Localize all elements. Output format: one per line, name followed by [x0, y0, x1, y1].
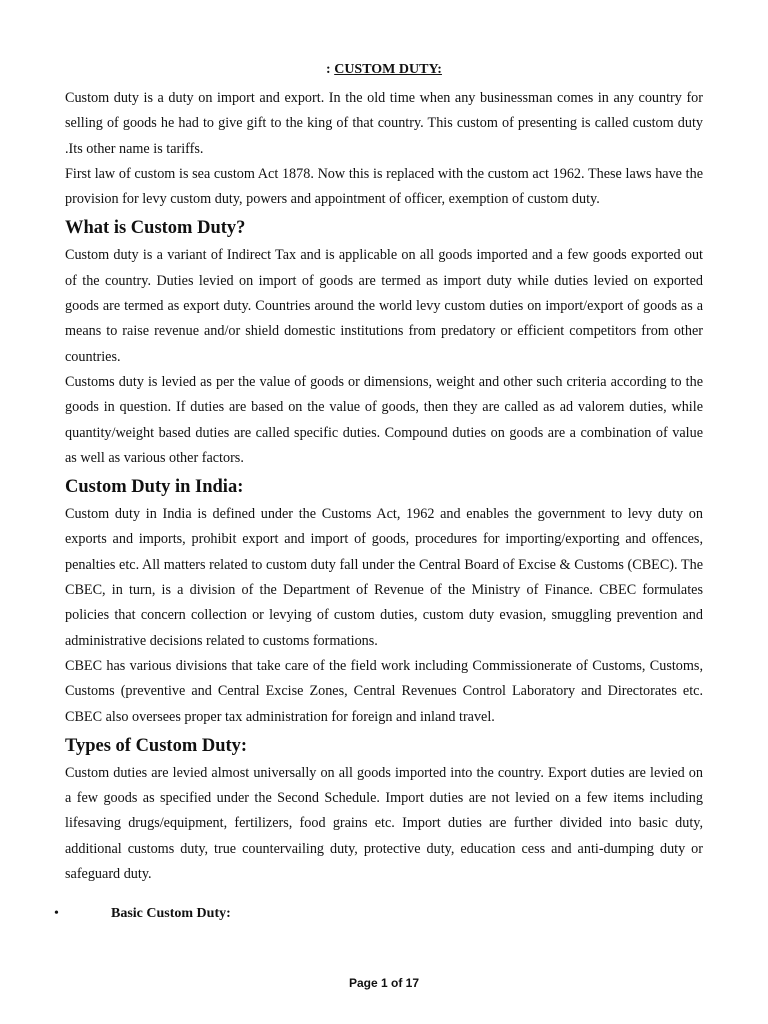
section-heading-types-of-custom-duty: Types of Custom Duty: [65, 735, 248, 756]
bullet-label: Basic Custom Duty: [111, 906, 231, 921]
section-paragraph: Custom duty in India is defined under the Customs Act, 1962 and enables the government to levy duty on exports and imports, prohibit export and import of goods, procedures for importing/exporting and offences, penalties etc. All matters related to custom duty fall under the Central Board of Excise & Customs (CBEC). The CBEC, in turn, is a division of the Department of Revenue of the Ministry of Finance. CBEC formulates policies that concern collection or levying of custom duties, custom duty evasion, smuggling prevention and administrative decisions related to customs formations. [65, 506, 703, 649]
title-text: CUSTOM DUTY: [334, 62, 442, 77]
page-footer: Page 1 of 17 [348, 976, 420, 990]
section-paragraph: Customs duty is levied as per the value of goods or dimensions, weight and other such criteria according to the goods in question. If duties are based on the value of goods, then they are called as ad valorem duties, while quantity/weight based duties are called specific duties. Compound duties on goods are a combination of value as well as various other factors. [65, 373, 703, 466]
section-paragraph: CBEC has various divisions that take care of the field work including Commissionerate of Customs, Customs, Customs (preventive and Central Excise Zones, Central Revenues Control Laboratory and Directorates etc. CBEC also oversees proper tax administration for foreign and inland travel. [65, 657, 703, 725]
section-heading-what-is-custom-duty: What is Custom Duty? [65, 218, 246, 239]
document-title [65, 60, 703, 80]
intro-paragraph: Custom duty is a duty on import and export. In the old time when any businessman comes in any country for selling of goods he had to give gift to the king of that country. This custom of presenting is called custom duty .Its other name is tariffs. [65, 90, 703, 157]
bullet-icon: • [54, 906, 59, 921]
section-paragraph: Custom duty is a variant of Indirect Tax and is applicable on all goods imported and a few goods exported out of the country. Duties levied on import of goods are termed as import duty while duties levied on exported goods are termed as export duty. Countries around the world levy custom duties on import/export of goods as a means to raise revenue and/or shield domestic institutions from predatory or efficient competitors from other countries. [65, 247, 703, 365]
intro-paragraph: First law of custom is sea custom Act 1878. Now this is replaced with the custom act 1962. These laws have the provision for levy custom duty, powers and appointment of officer, exemption of custom duty. [65, 165, 703, 208]
title-prefix: : [326, 62, 331, 77]
document-page [65, 60, 703, 887]
section-heading-custom-duty-in-india: Custom Duty in India: [65, 477, 244, 498]
section-paragraph: Custom duties are levied almost universally on all goods imported into the country. Export duties are levied on a few goods as specified under the Second Schedule. Import duties are not levied on a few items including lifesaving drugs/equipment, fertilizers, food grains etc. Import duties are further divided into basic duty, additional customs duty, true countervailing duty, protective duty, education cess and anti-dumping duty or safeguard duty. [65, 764, 703, 883]
bullet-item-basic-custom-duty [0, 903, 768, 925]
